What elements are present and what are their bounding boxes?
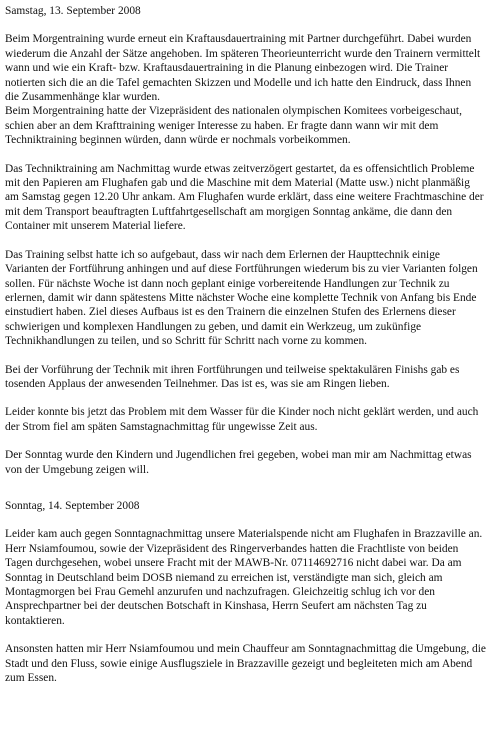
day2-paragraph-1: Leider kam auch gegen Sonntagnachmittag unsere Materialspende nicht am Flughafen in Brazzaville an. Herr Nsiamfoumou, sowie der Vizepräsident des Ringerverbandes hatten die Frachtliste von beiden Tagen durchgesehen, wobei unsere Fracht mit der MAWB-Nr. 07114692716 nicht dabei war. Da am Sonntag in Deutschland beim DOSB niemand zu erreichen ist, verständigte man sich, gleich am Montagmorgen bei Frau Gemehl anzurufen und nachzufragen. Gleichzeitig schlug ich vor den Ansprechpartner bei der deutschen Botschaft in Kinshasa, Herrn Seufert am nächsten Tag zu kontaktieren.: [5, 528, 483, 627]
spacer: [5, 628, 486, 642]
spacer: [5, 18, 486, 32]
day1-date: Samstag, 13. September 2008: [5, 5, 141, 17]
spacer: [5, 513, 486, 527]
day1-paragraph-1: Beim Morgentraining wurde erneut ein Kraftausdauertraining mit Partner durchgeführt. Dabei wurden wiederum die Anzahl der Sätze angehoben. Im späteren Theorieunterricht wurde den Trainern vermittelt wann und wie ein Kraft- bzw. Kraftausdauertraining in die Planung einbezogen wird. Die Trainer notierten sich die an die Tafel gemachten Skizzen und Modelle und ich hatte den Eindruck, dass Ihnen die Zusammenhänge klar wurden.: [5, 33, 481, 104]
spacer: [5, 391, 486, 405]
spacer: [5, 349, 486, 363]
spacer: [5, 434, 486, 448]
day1-paragraph-2: Beim Morgentraining hatte der Vizepräsident des nationalen olympischen Komitees vorbeigeschaut, schien aber an dem Krafttraining weniger Interesse zu haben. Er fragte dann wann wir mit dem Techniktraining beginnen würden, dann würde er nochmals vorbeikommen.: [5, 105, 462, 147]
day1-paragraph-7: Der Sonntag wurde den Kindern und Jugendlichen frei gegeben, wobei man mir am Nachmittag etwas von der Umgebung zeigen will.: [5, 449, 472, 476]
spacer: [5, 477, 486, 499]
spacer: [5, 148, 486, 162]
day1-paragraph-4: Das Training selbst hatte ich so aufgebaut, dass wir nach dem Erlernen der Haupttechnik einige Varianten der Fortführung anhingen und auf diese Fortführungen wiederum bis zu vier Varianten folgen sollen. Für nächste Woche ist dann noch geplant einige vorbereitende Handlungen zur Technik zu erlernen, damit wir dann spätestens Mitte nächster Woche eine komplette Technik von Anfang bis Ende einstudiert haben. Ziel dieses Aufbaus ist es den Trainern die einzelnen Stufen des Erlernens dieser schwierigen und komplexen Handlungen zu geben, und damit ein Werkzeug, um zukünfige Technikhandlungen zu teilen, und so Schritt für Schritt nach vorne zu kommen.: [5, 248, 478, 348]
day1-paragraph-3: Das Techniktraining am Nachmittag wurde etwas zeitverzögert gestartet, da es offensichtlich Probleme mit den Papieren am Flughafen gab und die Maschine mit dem Material (Matte usw.) nicht planmäßig am Samstag gegen 12.20 Uhr ankam. Am Flughafen wurde erklärt, dass eine weitere Frachtmaschine der mit dem Transport beauftragten Luftfahrtgesellschaft am morgigen Sonntag ankäme, die dann den Container mit unserem Material liefere.: [5, 162, 484, 233]
day1-paragraph-5: Bei der Vorführung der Technik mit ihren Fortführungen und teilweise spektakulären Finishs gab es tosenden Applaus der anwesenden Teilnehmer. Das ist es, was sie am Ringen lieben.: [5, 363, 460, 390]
day2-date: Sonntag, 14. September 2008: [5, 499, 140, 512]
spacer: [5, 234, 486, 248]
day1-paragraph-6: Leider konnte bis jetzt das Problem mit dem Wasser für die Kinder noch nicht geklärt werden, und auch der Strom fiel am späten Samstagnachmittag für ungewisse Zeit aus.: [5, 406, 479, 433]
day2-paragraph-2: Ansonsten hatten mir Herr Nsiamfoumou und mein Chauffeur am Sonntagnachmittag die Umgebung, die Stadt und den Fluss, sowie einige Ausflugsziele in Brazzaville gezeigt und begleiteten mich am Abend zum Essen.: [5, 643, 486, 685]
